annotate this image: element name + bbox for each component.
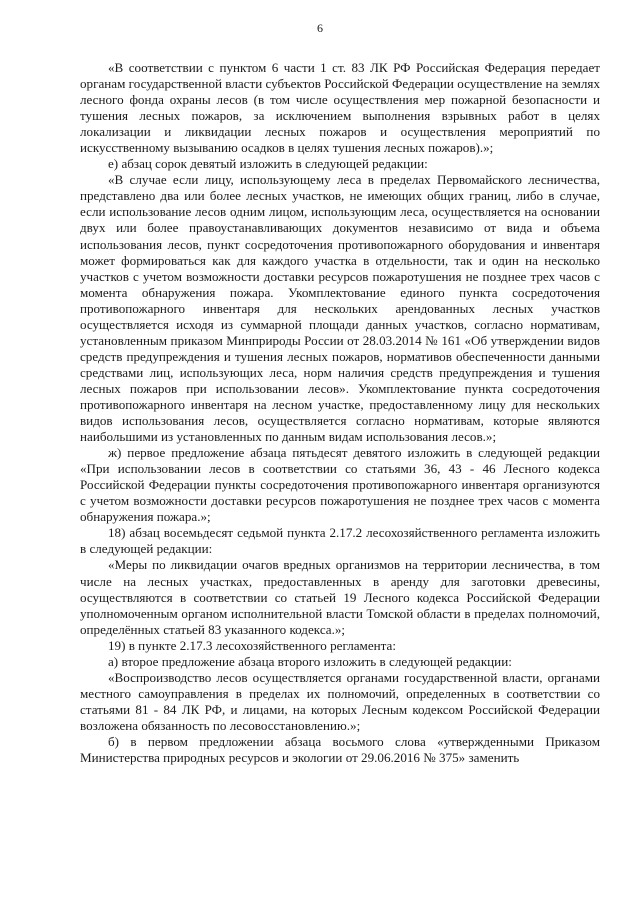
- paragraph-item-b: б) в первом предложении абзаца восьмого слова «утвержденными Приказом Министерства природных ресурсов и экологии от 29.06.2016 № 375» заменить: [80, 733, 600, 766]
- paragraph-quote-reforestation: «Воспроизводство лесов осуществляется органами государственной власти, органами местного самоуправления в пределах их полномочий, определенных в соответствии со статьями 81 - 84 ЛК РФ, и лицами, на которых Лесным кодексом Российской Федерации возложена обязанность по лесовосстановлению.»;: [80, 669, 600, 733]
- paragraph-item-19: 19) в пункте 2.17.3 лесохозяйственного регламента:: [108, 637, 396, 653]
- page-number: 6: [317, 21, 323, 35]
- paragraph-quote-article-83: «В соответствии с пунктом 6 части 1 ст. 83 ЛК РФ Российская Федерация передает органам государственной власти субъектов Российской Федерации осуществление на землях лесного фонда охраны лесов (в том числе осуществления мер пожарной безопасности и тушения лесных пожаров, за исключением выполнения взрывных работ в целях локализации и ликвидации лесных пожаров и осуществления мероприятий по искусственному вызыванию осадков в целях тушения лесных пожаров).»;: [80, 60, 600, 156]
- paragraph-item-e: е) абзац сорок девятый изложить в следующей редакции:: [108, 156, 428, 172]
- paragraph-item-a: а) второе предложение абзаца второго изложить в следующей редакции:: [108, 653, 512, 669]
- paragraph-quote-fire-equipment: «В случае если лицу, использующему леса в пределах Первомайского лесничества, представлено два или более лесных участков, не имеющих общих границ, либо в случае, если использование лесов одним лицом, использующим леса, осуществляется на основании двух или более правоустанавливающих документов независимо от вида и объема использования лесов, пункт сосредоточения противопожарного оборудования и инвентаря может формироваться как для каждого участка в отдельности, так и один на несколько участков с учетом возможности доставки ресурсов пожаротушения не позднее трех часов с момента обнаружения пожара. Укомплектование единого пункта сосредоточения противопожарного инвентаря для нескольких арендованных лесных участков осуществляется исходя из суммарной площади данных участков, согласно нормативам, установленным приказом Минприроды России от 28.03.2014 № 161 «Об утверждении видов средств предупреждения и тушения лесных пожаров, нормативов обеспеченности данными средствами лиц, использующих леса, норм наличия средств предупреждения и тушения лесных пожаров при использовании лесов». Укомплектование пункта сосредоточения противопожарного инвентаря на лесном участке, предоставленному лицу для нескольких видов использования лесов, осуществляется согласно нормативам, которые являются наибольшими из установленных по данным видам использования лесов.»;: [80, 172, 600, 445]
- paragraph-quote-pest-control: «Меры по ликвидации очагов вредных организмов на территории лесничества, в том числе на лесных участках, предоставленных в аренду для заготовки древесины, осуществляются в соответствии со статьей 19 Лесного кодекса Российской Федерации уполномоченным органом исполнительной власти Томской области в пределах полномочий, определённых статьей 83 указанного кодекса.»;: [80, 557, 600, 637]
- paragraph-item-18: 18) абзац восемьдесят седьмой пункта 2.17.2 лесохозяйственного регламента изложить в следующей редакции:: [80, 525, 600, 557]
- paragraph-item-zh: ж) первое предложение абзаца пятьдесят девятого изложить в следующей редакции «При использовании лесов в соответствии со статьями 36, 43 - 46 Лесного кодекса Российской Федерации пункты сосредоточения противопожарного инвентаря организуются с учетом возможности доставки ресурсов пожаротушения не позднее трех часов с момента обнаружения пожара.»;: [80, 445, 600, 525]
- document-body: [80, 60, 600, 766]
